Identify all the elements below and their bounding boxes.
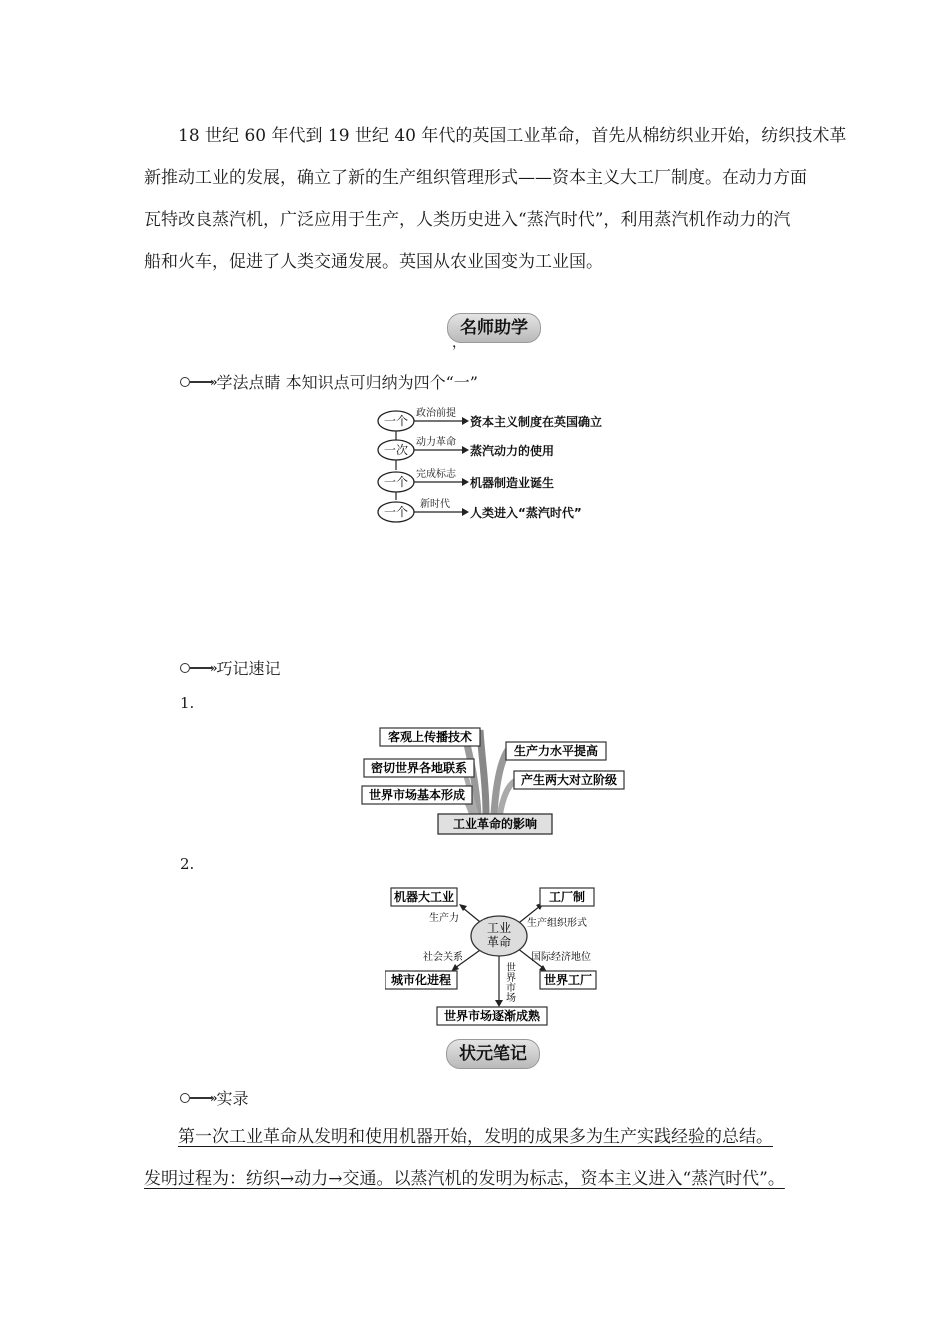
notes-text: 实录: [216, 1089, 249, 1108]
circle-label: 一个: [383, 414, 409, 428]
edge-label-vertical: 世界市场: [503, 962, 515, 1002]
intro-line: 瓦特改良蒸汽机，广泛应用于生产，人类历史进入“蒸汽时代”，利用蒸汽机作动力的汽: [144, 210, 791, 230]
study-tip-heading: [180, 370, 478, 393]
bullet-arrow-icon: »: [180, 1091, 215, 1105]
bullet-arrow-icon: »: [180, 661, 215, 675]
arrow-label: 完成标志: [416, 469, 456, 480]
intro-line: 18 世纪 60 年代到 19 世纪 40 年代的英国工业革命，首先从棉纺织业开始，纺织技术革: [178, 126, 847, 146]
radial-node-label: 工厂制: [548, 890, 586, 904]
notes-line: 第一次工业革命从发明和使用机器开始，发明的成果多为生产实践经验的总结。: [178, 1127, 773, 1147]
result-label: 人类进入“蒸汽时代”: [470, 506, 582, 520]
notes-line: 发明过程为：纺织→动力→交通。以蒸汽机的发明为标志，资本主义进入“蒸汽时代”。: [144, 1169, 785, 1189]
zhuangyuan-banner: 状元笔记: [446, 1039, 540, 1069]
mingshi-banner: 名师助学: [447, 313, 541, 343]
radial-node-label: 机器大工业: [393, 890, 455, 904]
result-label: 资本主义制度在英国确立: [470, 415, 603, 429]
arrow-label: 动力革命: [416, 437, 456, 448]
radial-node-label: 城市化进程: [390, 973, 452, 987]
radial-diagram: [385, 882, 605, 1028]
radial-node-label: 世界市场逐渐成熟: [443, 1009, 541, 1023]
study-tip-text: 学法点睛 本知识点可归纳为四个“一”: [216, 373, 478, 392]
notes-heading: [180, 1086, 249, 1109]
tree-node-label: 产生两大对立阶级: [520, 773, 618, 787]
circle-label: 一个: [383, 505, 409, 519]
result-label: 蒸汽动力的使用: [470, 444, 555, 458]
arrow-label: 新时代: [420, 499, 450, 510]
result-label: 机器制造业诞生: [470, 476, 555, 490]
center-label: 革命: [486, 935, 512, 949]
intro-line: 船和火车，促进了人类交通发展。英国从农业国变为工业国。: [144, 252, 603, 272]
circle-label: 一个: [383, 475, 409, 489]
circle-label: 一次: [383, 443, 409, 457]
center-label: 工业: [486, 921, 512, 935]
edge-label: 生产力: [429, 913, 459, 924]
arrow-label: 政治前提: [416, 408, 456, 419]
memory-heading: [180, 656, 281, 679]
impact-tree-diagram: [358, 722, 630, 838]
edge-label: 生产组织形式: [527, 918, 587, 929]
item-number-2: 2.: [180, 855, 195, 873]
tree-node-label: 生产力水平提高: [513, 744, 599, 758]
memory-text: 巧记速记: [216, 659, 281, 678]
tree-node-label: 密切世界各地联系: [370, 761, 468, 775]
tree-node-label: 客观上传播技术: [387, 730, 473, 744]
stray-comma: ，: [452, 335, 466, 351]
intro-paragraph: [144, 115, 847, 283]
intro-line: 新推动工业的发展，确立了新的生产组织管理形式——资本主义大工厂制度。在动力方面: [144, 168, 807, 188]
edge-label: 社会关系: [423, 952, 463, 963]
item-number-1: 1.: [180, 694, 195, 712]
radial-node-label: 世界工厂: [543, 973, 593, 987]
notes-paragraph: [144, 1116, 808, 1200]
four-ones-diagram: [370, 400, 630, 530]
tree-base-label: 工业革命的影响: [452, 817, 538, 831]
edge-label: 国际经济地位: [531, 952, 591, 963]
tree-node-label: 世界市场基本形成: [368, 788, 466, 802]
bullet-arrow-icon: »: [180, 375, 215, 389]
